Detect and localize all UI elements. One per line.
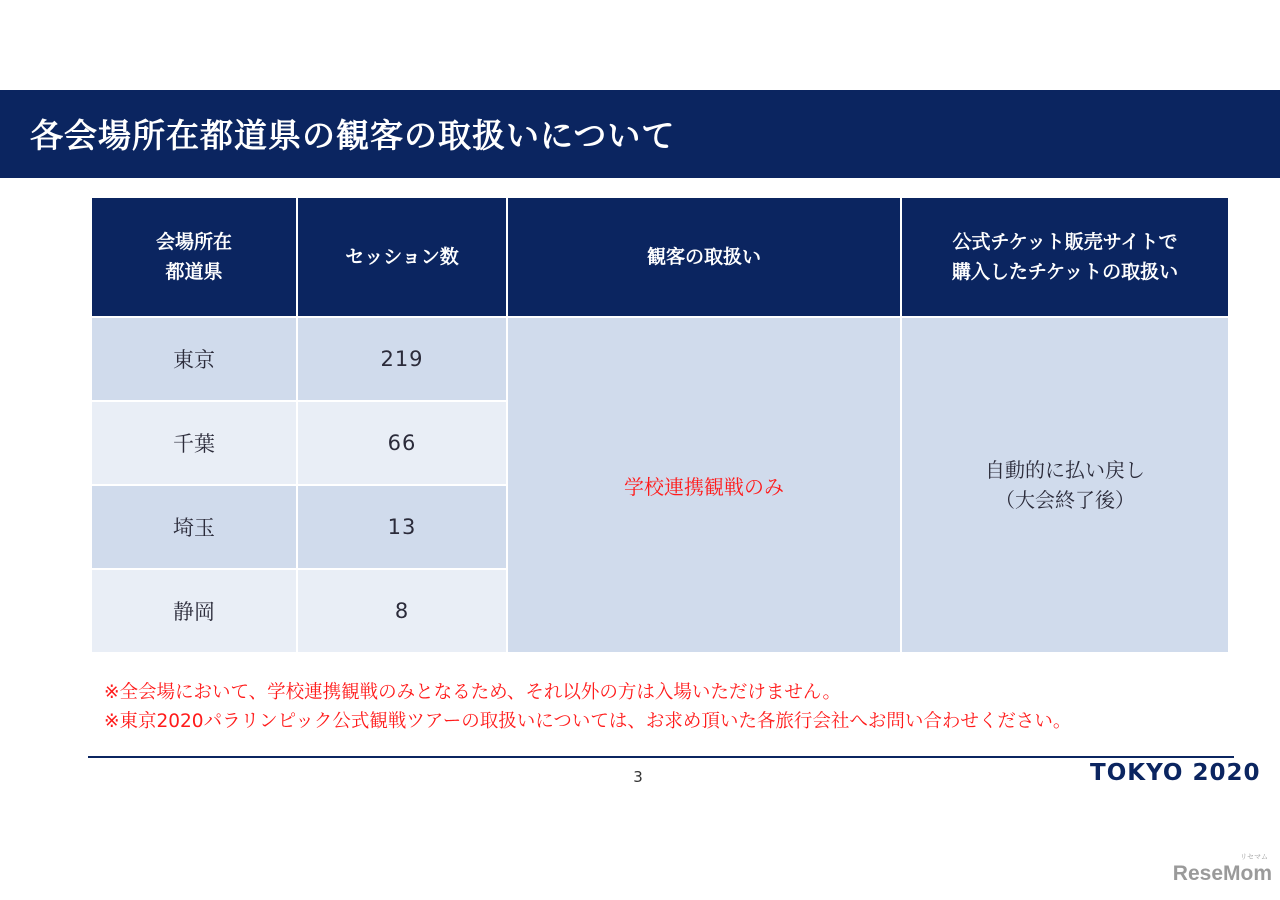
sessions-cell: 219 <box>297 317 507 401</box>
table-header-row <box>92 198 1228 317</box>
resemom-watermark <box>1160 854 1272 886</box>
title-band <box>0 90 1280 178</box>
sessions-cell: 66 <box>297 401 507 485</box>
note-tour-inquiry: ※東京2020パラリンピック公式観戦ツアーの取扱いについては、お求め頂いた各旅行会社へお問い合わせください。 <box>104 711 1072 732</box>
spectator-handling-text: 学校連携観戦のみ <box>624 474 784 499</box>
header-ticket-handling-line2: 購入したチケットの取扱い <box>951 261 1179 283</box>
sessions-cell: 13 <box>297 485 507 569</box>
header-sessions <box>297 198 507 317</box>
header-spectator-handling-label: 観客の取扱い <box>646 246 761 268</box>
note-all-venues: ※全会場において、学校連携観戦のみとなるため、それ以外の方は入場いただけません。 <box>104 682 842 703</box>
watermark-ruby: リセマム <box>1240 854 1268 861</box>
tokyo-2020-logo: TOKYO 2020 <box>1090 760 1261 786</box>
notes <box>104 678 1071 736</box>
header-prefecture-line1: 会場所在 <box>155 231 232 253</box>
watermark-text: ReseMom <box>1172 862 1272 885</box>
header-prefecture-line2: 都道県 <box>165 261 223 283</box>
header-ticket-handling <box>901 198 1228 317</box>
prefecture-cell: 千葉 <box>92 401 297 485</box>
slide-title: 各会場所在都道県の観客の取扱いについて <box>30 116 676 155</box>
prefecture-cell: 東京 <box>92 317 297 401</box>
ticket-handling-line1: 自動的に払い戻し <box>985 458 1145 482</box>
header-spectator-handling <box>507 198 901 317</box>
page-number: 3 <box>633 768 643 786</box>
venue-table <box>92 198 1228 654</box>
table-row <box>92 317 1228 401</box>
table-header <box>92 198 1228 317</box>
table-body <box>92 317 1228 653</box>
footer-divider <box>88 756 1234 758</box>
header-sessions-label: セッション数 <box>345 246 459 268</box>
ticket-handling-cell <box>901 317 1228 653</box>
ticket-handling-line2: （大会終了後） <box>995 488 1135 512</box>
header-ticket-handling-line1: 公式チケット販売サイトで <box>952 231 1178 253</box>
prefecture-cell: 静岡 <box>92 569 297 653</box>
spectator-handling-cell <box>507 317 901 653</box>
sessions-cell: 8 <box>297 569 507 653</box>
header-prefecture <box>92 198 297 317</box>
prefecture-cell: 埼玉 <box>92 485 297 569</box>
